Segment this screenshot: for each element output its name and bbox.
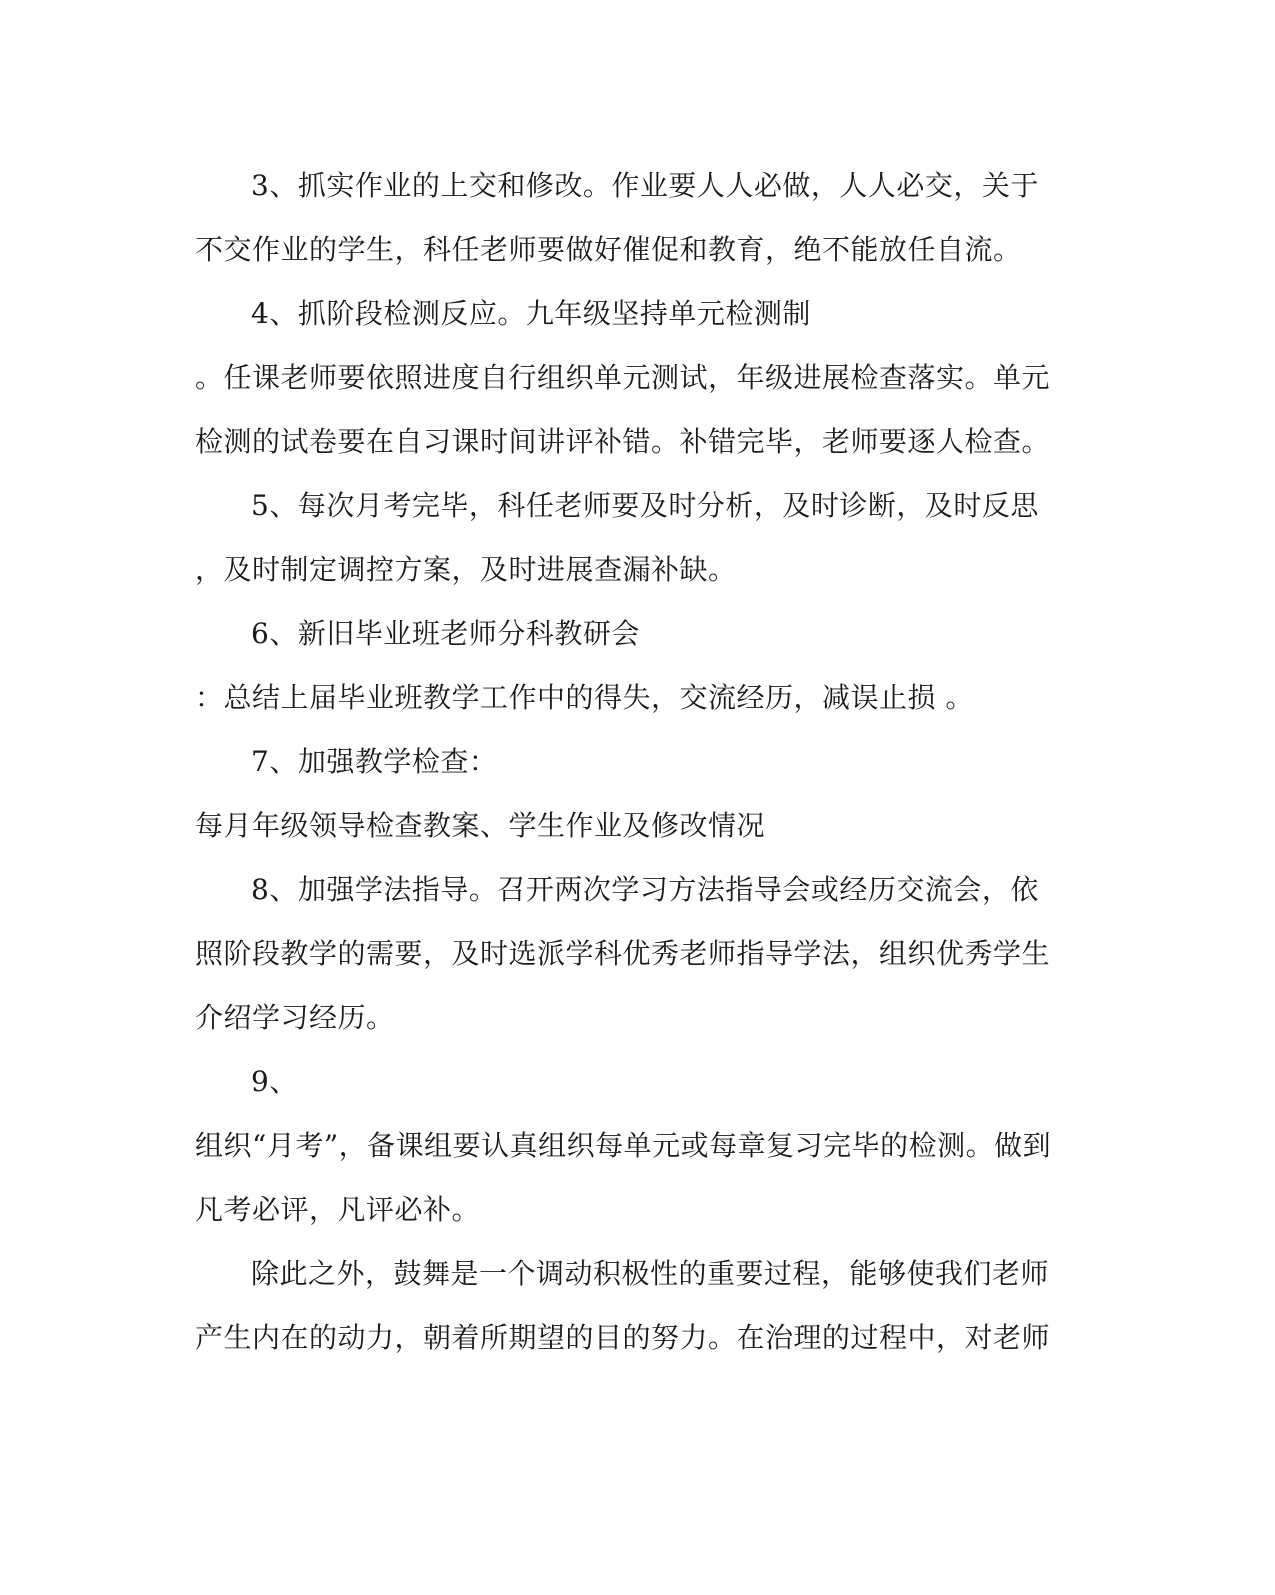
text-line: 3、抓实作业的上交和修改。作业要人人必做，人人必交，关于 bbox=[251, 169, 1039, 202]
text-line: 5、每次月考完毕，科任老师要及时分析，及时诊断，及时反思 bbox=[251, 489, 1039, 522]
text-line: 照阶段教学的需要，及时选派学科优秀老师指导学法，组织优秀学生 bbox=[195, 937, 1051, 970]
text-line: 。任课老师要依照进度自行组织单元测试，年级进展检查落实。单元 bbox=[195, 361, 1051, 394]
text-line: 介绍学习经历。 bbox=[195, 1001, 395, 1034]
text-line: 9、 bbox=[251, 1065, 298, 1098]
text-line: 每月年级领导检查教案、学生作业及修改情况 bbox=[195, 809, 766, 842]
text-line: 6、新旧毕业班老师分科教研会 bbox=[251, 617, 640, 650]
text-line: 产生内在的动力，朝着所期望的目的努力。在治理的过程中，对老师 bbox=[195, 1321, 1051, 1354]
text-line: 凡考必评，凡评必补。 bbox=[195, 1193, 481, 1226]
text-line: 8、加强学法指导。召开两次学习方法指导会或经历交流会，依 bbox=[251, 873, 1039, 906]
text-line: ，及时制定调控方案，及时进展查漏补缺。 bbox=[195, 553, 737, 586]
text-line: 不交作业的学生，科任老师要做好催促和教育，绝不能放任自流。 bbox=[195, 233, 1022, 266]
text-line: 检测的试卷要在自习课时间讲评补错。补错完毕，老师要逐人检查。 bbox=[195, 425, 1051, 458]
text-line: 4、抓阶段检测反应。九年级坚持单元检测制 bbox=[251, 297, 811, 330]
text-line: ：总结上届毕业班教学工作中的得失，交流经历，减误止损 。 bbox=[195, 681, 974, 714]
text-line: 组织“月考”，备课组要认真组织每单元或每章复习完毕的检测。做到 bbox=[195, 1129, 1052, 1162]
text-line: 7、加强教学检查： bbox=[251, 745, 498, 778]
text-line: 除此之外，鼓舞是一个调动积极性的重要过程，能够使我们老师 bbox=[251, 1257, 1050, 1290]
